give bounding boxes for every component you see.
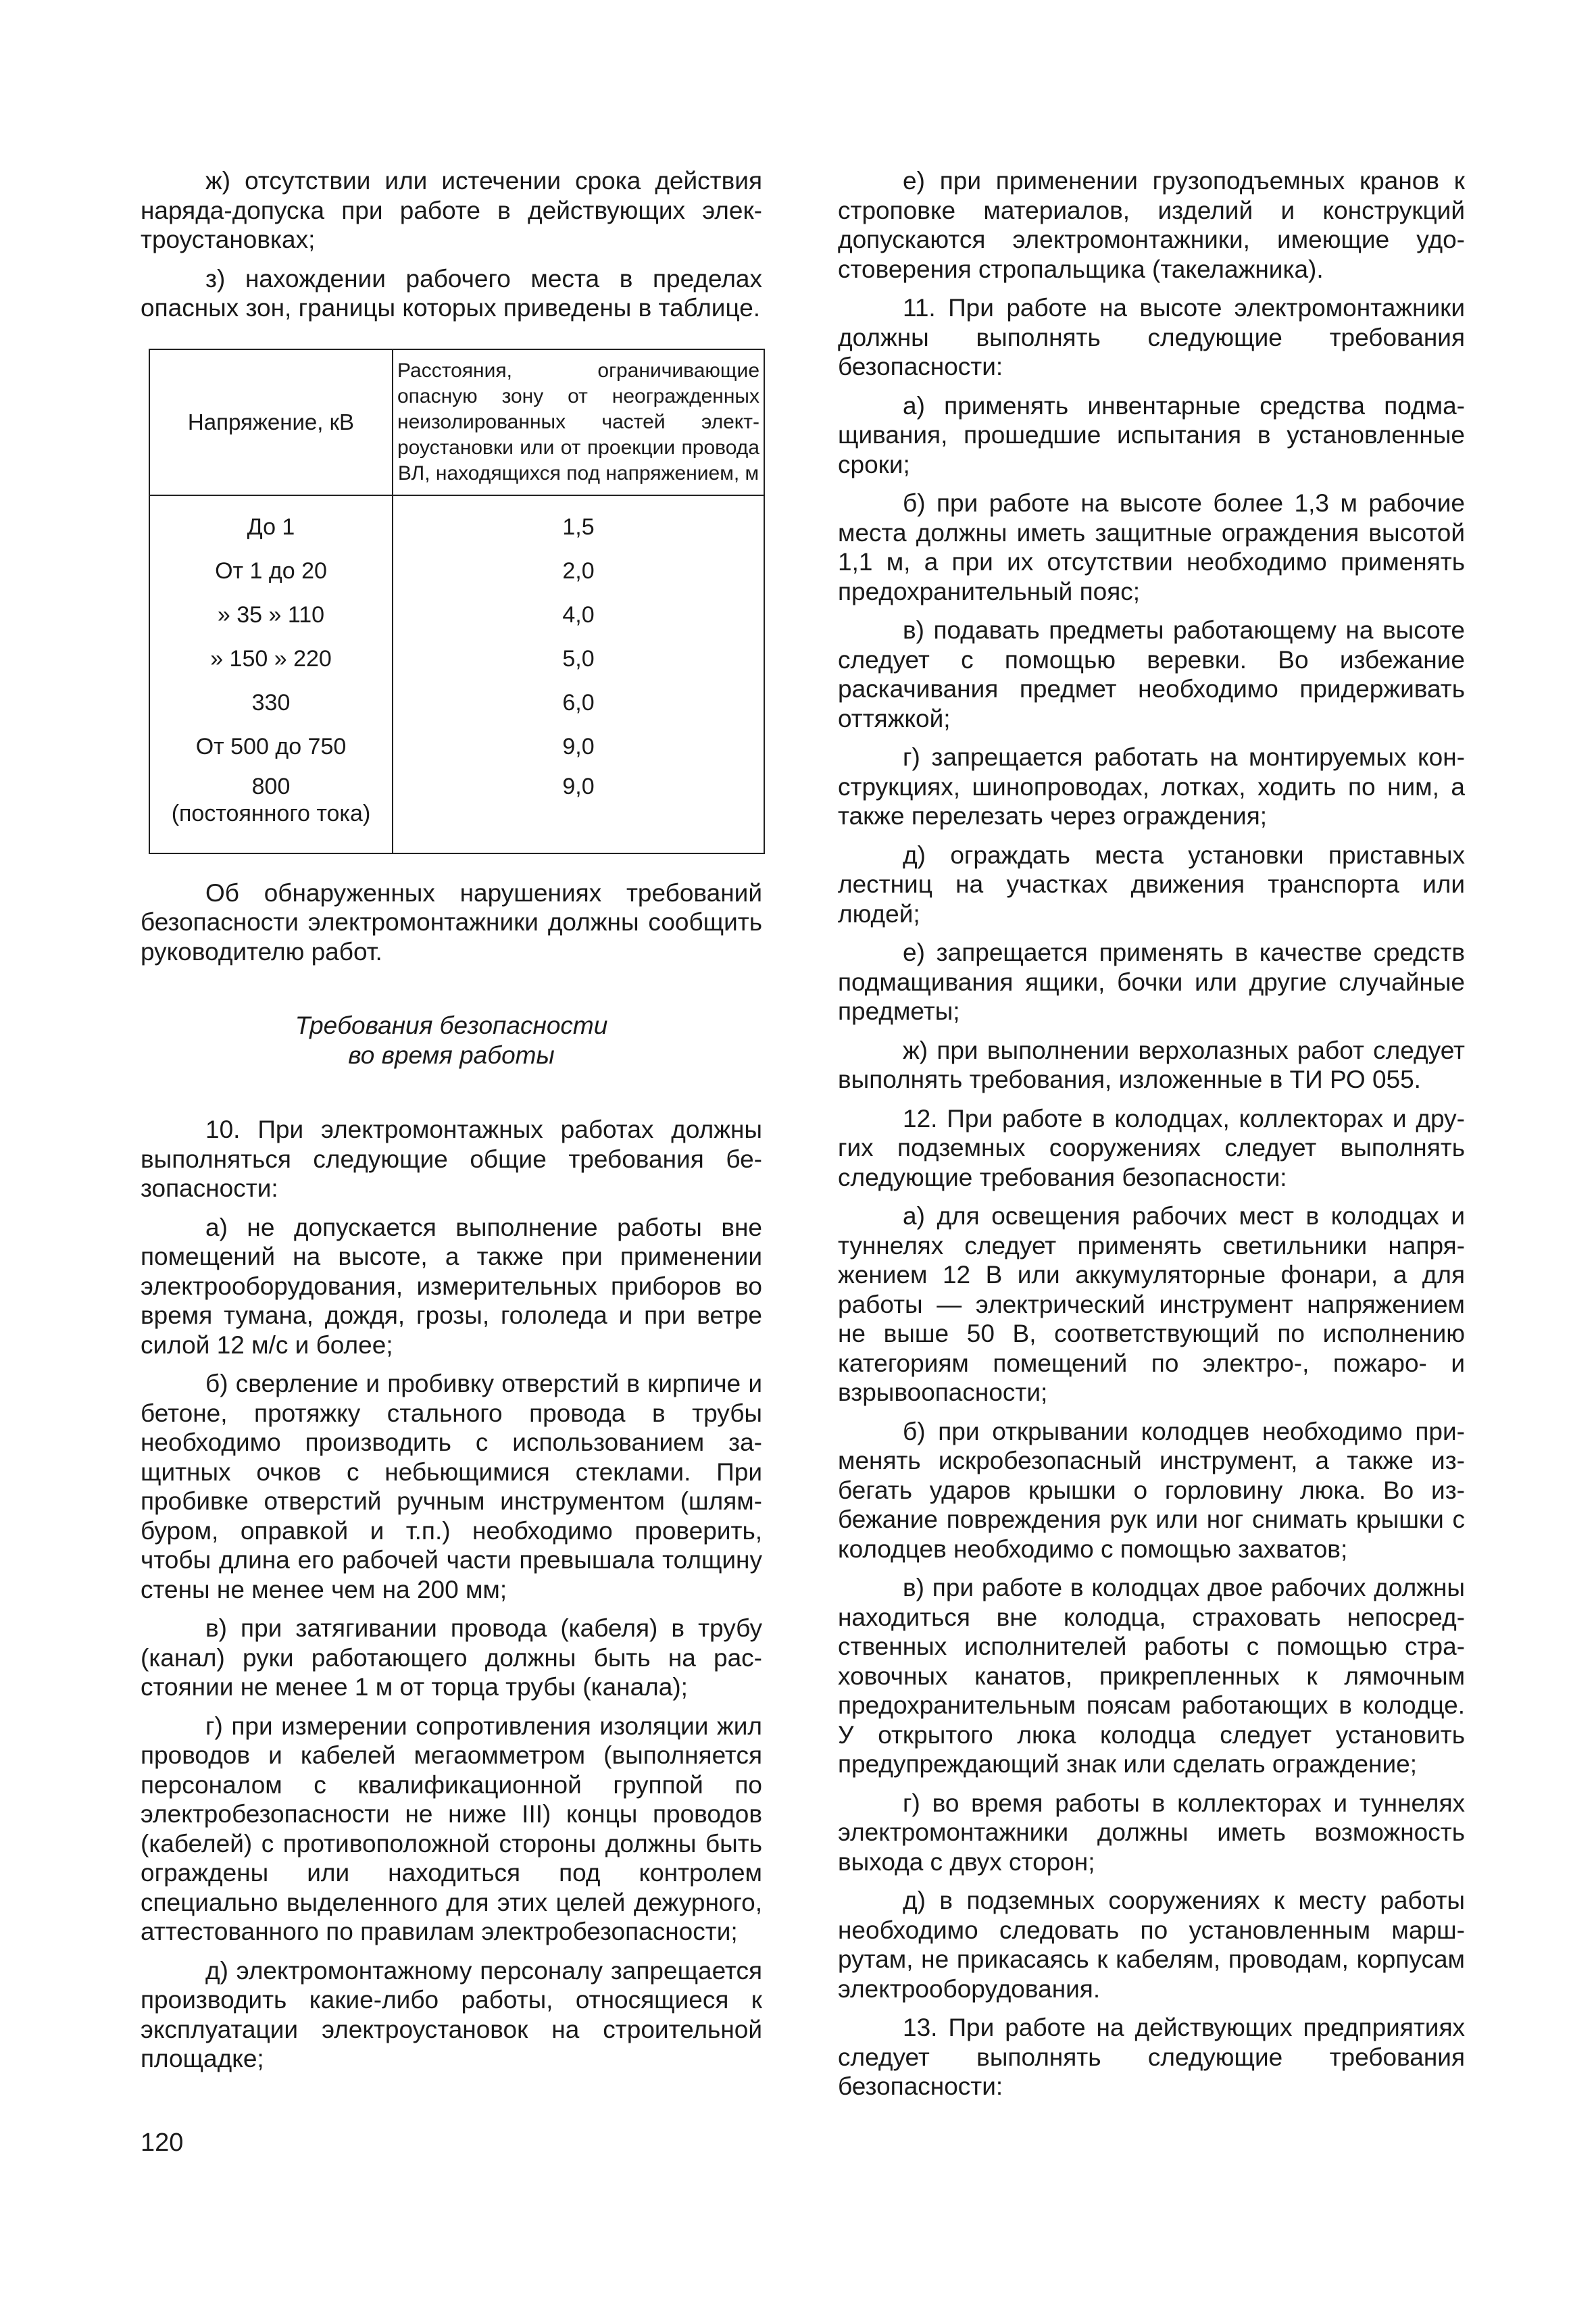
cell-voltage-line2: (постоянного тока) (171, 800, 371, 826)
table-header-row (149, 349, 764, 495)
table-row (149, 495, 764, 549)
paragraph-10v: в) при затягивании провода (кабеля) в трубу (канал) руки работающего должны быть на расстоянии не менее 1 м от торца трубы (канала); (141, 1614, 762, 1701)
cell-distance: 5,0 (393, 637, 764, 681)
paragraph-11v: в) подавать предметы работающему на высоте следует с помощью веревки. Во избежание раскачивания предмет необходимо придерживать оттяжкой; (838, 616, 1465, 732)
paragraph-11zh: ж) при выполнении верхолазных работ следует выполнять требования, изложенные в ТИ РО 055. (838, 1036, 1465, 1093)
cell-voltage: » 150 » 220 (149, 637, 393, 681)
cell-voltage (149, 769, 393, 853)
cell-voltage-line1: 800 (251, 773, 291, 799)
paragraph-12d: д) в подземных сооружениях к месту работы необходимо следовать по установленным маршрутам, не прикасаясь к кабелям, проводам, корпусам электрооборудования. (838, 1887, 1465, 2003)
section-heading-line2: во время работы (348, 1041, 555, 1069)
page-number: 120 (141, 2129, 184, 2157)
cell-voltage: От 1 до 20 (149, 549, 393, 593)
cell-distance: 2,0 (393, 549, 764, 593)
cell-voltage: » 35 » 110 (149, 593, 393, 637)
table-row (149, 593, 764, 637)
paragraph-13: 13. При работе на действующих предприятиях следует выполнять следующие требования безопасности: (838, 2014, 1465, 2100)
paragraph-11: 11. При работе на высоте электромонтажники должны выполнять следующие требования безопасности: (838, 294, 1465, 380)
header-distance: Расстояния, ограничивающие опасную зону от неогражденных неизолированных частей электроустановки или от проекции провода ВЛ, находящихся под напряжением, м (393, 349, 764, 495)
paragraph-12g: г) во время работы в коллекторах и туннелях электромонтажники должны иметь возможность выхода с двух сторон; (838, 1789, 1465, 1876)
cell-distance: 6,0 (393, 681, 764, 725)
paragraph-12: 12. При работе в колодцах, коллекторах и других подземных сооружениях следует выполнять следующие требования безопасности: (838, 1104, 1465, 1191)
paragraph-10g: г) при измерении сопротивления изоляции жил проводов и кабелей мегаомметром (выполняется персоналом с квалификационной группой по электробезопасности не ниже III) концы проводов (кабелей) с противоположной стороны должны быть ограждены или находиться под контролем специально выделенного для этих целей дежурного, аттестованного по правилам электробезопасности; (141, 1712, 762, 1945)
left-column (141, 166, 762, 2074)
paragraph-10d: д) электромонтажному персоналу запрещается производить какие-либо работы, относящиеся к эксплуатации электроустановок на строительной площадке; (141, 1956, 762, 2072)
paragraph-12v: в) при работе в колодцах двое рабочих должны находиться вне колодца, страховать непосредственных исполнителей работы с помощью страховочных канатов, прикрепленных к лямочным предохранительным поясам работающих в колодце. У открытого люка колодца следует установить предупреждающий знак или сделать ограждение; (838, 1574, 1465, 1778)
paragraph-11e: е) запрещается применять в качестве средств подмащивания ящики, бочки или другие случайные предметы; (838, 939, 1465, 1025)
section-heading (141, 1011, 762, 1070)
cell-voltage: От 500 до 750 (149, 725, 393, 769)
paragraph-10a: а) не допускается выполнение работы вне помещений на высоте, а также при применении электрооборудования, измерительных приборов во время тумана, дождя, грозы, гололеда и при ветре силой 12 м/с и более; (141, 1213, 762, 1359)
table-row (149, 637, 764, 681)
cell-voltage: 330 (149, 681, 393, 725)
paragraph-zh: ж) отсутствии или истечении срока действия наряда-допуска при работе в действующих электроустановках; (141, 167, 762, 253)
header-voltage: Напряжение, кВ (149, 349, 393, 495)
paragraph-11b: б) при работе на высоте более 1,3 м рабочие места должны иметь защитные ограждения высотой 1,1 м, а при их отсутствии необходимо применять предохранительный пояс; (838, 489, 1465, 605)
paragraph-11d: д) ограждать места установки приставных лестниц на участках движения транспорта или людей; (838, 841, 1465, 928)
table-row (149, 769, 764, 853)
paragraph-10b: б) сверление и пробивку отверстий в кирпиче и бетоне, протяжку стального провода в трубы необходимо производить с использованием защитных очков с небьющимися стеклами. При пробивке отверстий ручным инструментом (шлямбуром, оправкой и т.п.) необходимо проверить, чтобы длина его рабочей части превышала толщину стены не менее чем на 200 мм; (141, 1370, 762, 1603)
paragraph-11a: а) применять инвентарные средства подмащивания, прошедшие испытания в установленные сроки; (838, 391, 1465, 478)
cell-distance: 1,5 (393, 495, 764, 549)
paragraph-report: Об обнаруженных нарушениях требований безопасности электромонтажники должны сообщить руководителю работ. (141, 878, 762, 966)
section-heading-line1: Требования безопасности (295, 1012, 608, 1039)
table-row (149, 681, 764, 725)
right-column (838, 166, 1465, 2101)
paragraph-11g: г) запрещается работать на монтируемых конструкциях, шинопроводах, лотках, ходить по ним, а также перелезать через ограждения; (838, 743, 1465, 830)
paragraph-z: з) нахождении рабочего места в пределах опасных зон, границы которых приведены в таблице. (141, 264, 762, 322)
table-row (149, 725, 764, 769)
paragraph-10e: е) при применении грузоподъемных кранов к строповке материалов, изделий и конструкций допускаются электромонтажники, имеющие удостоверения стропальщика (такелажника). (838, 167, 1465, 283)
cell-distance: 9,0 (393, 725, 764, 769)
danger-zone-table (149, 349, 765, 854)
paragraph-12b: б) при открывании колодцев необходимо применять искробезопасный инструмент, а также избегать ударов крышки о горловину люка. Во избежание повреждения рук или ног снимать крышки с колодцев необходимо с помощью захватов; (838, 1417, 1465, 1563)
cell-distance: 4,0 (393, 593, 764, 637)
paragraph-10: 10. При электромонтажных работах должны выполняться следующие общие требования безопасности: (141, 1116, 762, 1202)
cell-voltage: До 1 (149, 495, 393, 549)
paragraph-12a: а) для освещения рабочих мест в колодцах и туннелях следует применять светильники напряжением 12 В или аккумуляторные фонари, а для работы — электрический инструмент напряжением не выше 50 В, соответствующий по исполнению категориям помещений по электро-, пожаро- и взрывоопасности; (838, 1202, 1465, 1406)
cell-distance: 9,0 (393, 769, 764, 853)
table-row (149, 549, 764, 593)
